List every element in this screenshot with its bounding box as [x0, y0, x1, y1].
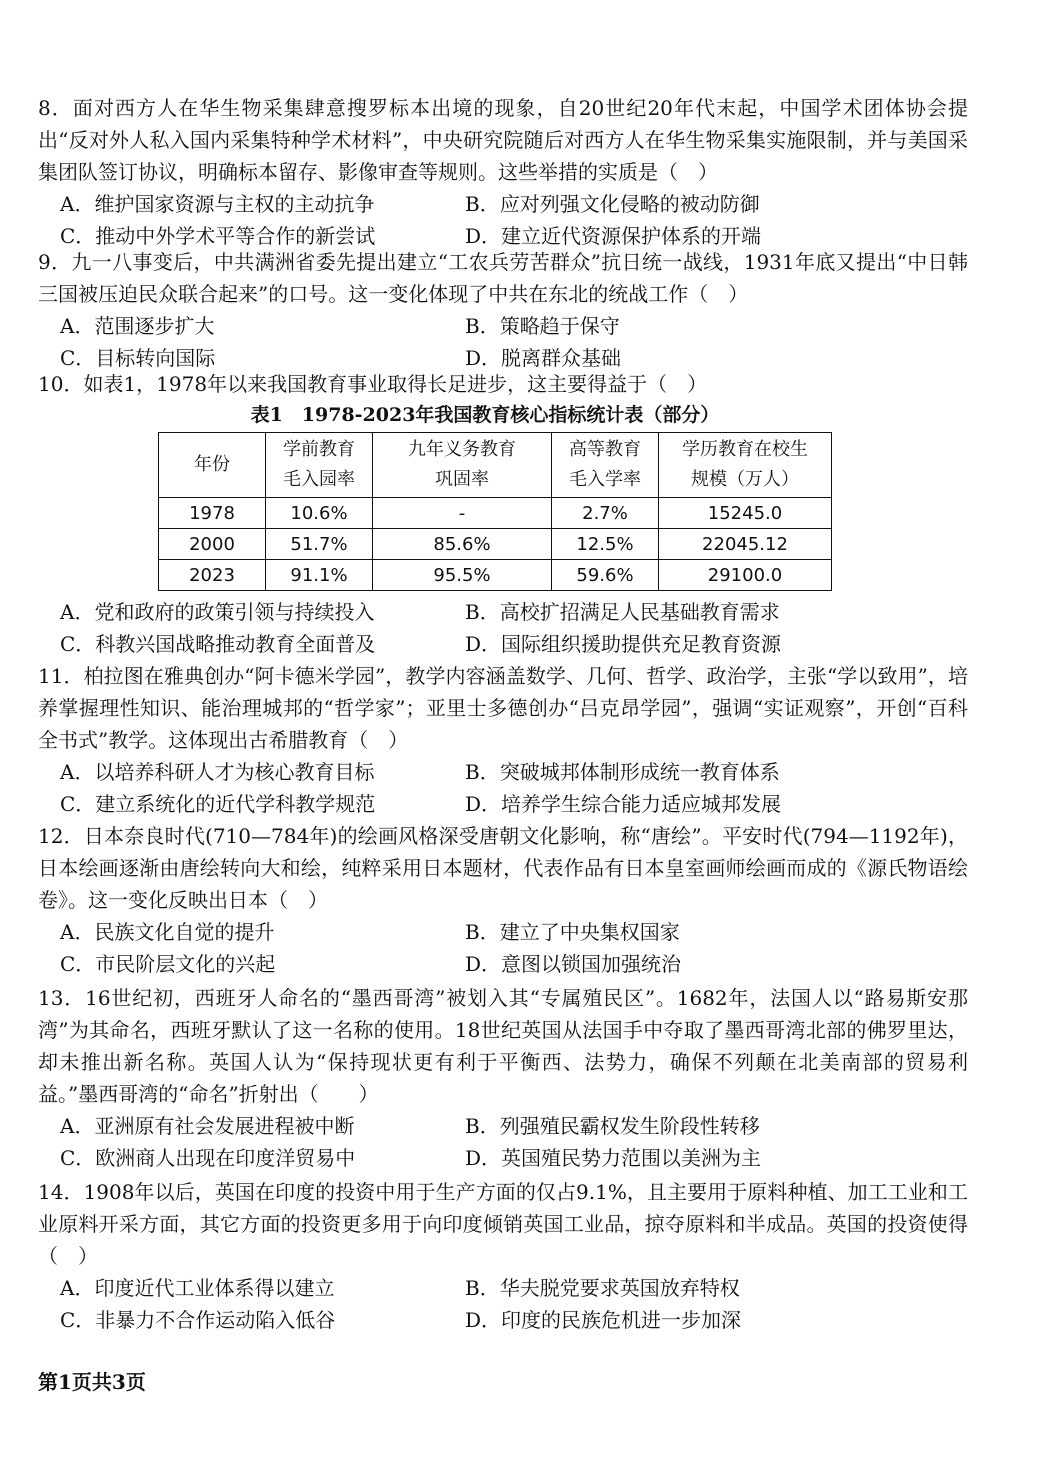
table-cell: 95.5%	[373, 560, 552, 591]
option-a: A．亚洲原有社会发展进程被中断	[60, 1114, 355, 1138]
option-d: D．意图以锁国加强统治	[465, 952, 682, 976]
page-number: 第1页共3页	[38, 1370, 146, 1394]
option-c: C．目标转向国际	[60, 346, 216, 370]
option-b: B．华夫脱党要求英国放弃特权	[465, 1276, 740, 1300]
table-cell: 29100.0	[659, 560, 832, 591]
question-stem: 11．柏拉图在雅典创办“阿卡德米学园”，教学内容涵盖数学、几何、哲学、政治学，主张“学以致用”，培养掌握理性知识、能治理城邦的“哲学家”；亚里士多德创办“吕克昂学园”，强调“实证观察”，开创“百科全书式”教学。这体现出古希腊教育（ ）	[38, 664, 968, 752]
option-c: C．欧洲商人出现在印度洋贸易中	[60, 1146, 356, 1170]
table-caption: 表1 1978-2023年我国教育核心指标统计表（部分）	[250, 404, 720, 426]
question-stem: 12．日本奈良时代(710—784年)的绘画风格深受唐朝文化影响，称“唐绘”。平安时代(794—1192年)，日本绘画逐渐由唐绘转向大和绘，纯粹采用日本题材，代表作品有日本皇室画师绘画而成的《源氏物语绘卷》。这一变化反映出日本（ ）	[38, 824, 968, 912]
option-b: B．建立了中央集权国家	[465, 920, 680, 944]
header-higher: 高等教育 毛入学率	[552, 433, 659, 498]
table-cell: 15245.0	[659, 498, 832, 529]
options	[60, 1110, 968, 1174]
question-11	[38, 660, 968, 820]
options	[60, 1272, 968, 1336]
education-table	[158, 432, 832, 591]
option-a: A．范围逐步扩大	[60, 314, 215, 338]
header-compulsory: 九年义务教育 巩固率	[373, 433, 552, 498]
table-cell: -	[373, 498, 552, 529]
option-d: D．建立近代资源保护体系的开端	[465, 224, 762, 248]
header-year: 年份	[159, 433, 266, 498]
question-stem: 14．1908年以后，英国在印度的投资中用于生产方面的仅占9.1%，且主要用于原料种植、加工工业和工业原料开采方面，其它方面的投资更多用于向印度倾销英国工业品，掠夺原料和半成品。英国的投资使得（ ）	[38, 1180, 968, 1268]
question-stem: 9．九一八事变后，中共满洲省委先提出建立“工农兵劳苦群众”抗日统一战线，1931年底又提出“中日韩三国被压迫民众联合起来”的口号。这一变化体现了中共在东北的统战工作（ ）	[38, 250, 968, 306]
question-stem: 8．面对西方人在华生物采集肆意搜罗标本出境的现象，自20世纪20年代末起，中国学术团体协会提出“反对外人私入国内采集特种学术材料”，中央研究院随后对西方人在华生物采集实施限制，并与美国采集团队签订协议，明确标本留存、影像审查等规则。这些举措的实质是（ ）	[38, 96, 968, 184]
question-8	[38, 92, 968, 252]
option-c: C．建立系统化的近代学科教学规范	[60, 792, 376, 816]
option-d: D．印度的民族危机进一步加深	[465, 1308, 742, 1332]
question-14	[38, 1176, 968, 1336]
option-d: D．脱离群众基础	[465, 346, 622, 370]
table-cell: 10.6%	[266, 498, 373, 529]
options	[60, 188, 968, 252]
option-b: B．列强殖民霸权发生阶段性转移	[465, 1114, 760, 1138]
option-c: C．市民阶层文化的兴起	[60, 952, 276, 976]
option-b: B．策略趋于保守	[465, 314, 620, 338]
table-cell: 85.6%	[373, 529, 552, 560]
table-cell: 59.6%	[552, 560, 659, 591]
option-d: D．培养学生综合能力适应城邦发展	[465, 792, 782, 816]
table-row	[159, 560, 832, 591]
table-cell: 2.7%	[552, 498, 659, 529]
question-10	[38, 368, 968, 400]
option-a: A．维护国家资源与主权的主动抗争	[60, 192, 375, 216]
question-stem: 10．如表1，1978年以来我国教育事业取得长足进步，这主要得益于（ ）	[38, 372, 708, 396]
header-preschool: 学前教育 毛入园率	[266, 433, 373, 498]
table-header-row	[159, 433, 832, 498]
table-row	[159, 498, 832, 529]
table-cell: 1978	[159, 498, 266, 529]
options	[60, 756, 968, 820]
option-a: A．党和政府的政策引领与持续投入	[60, 600, 375, 624]
table-row	[159, 529, 832, 560]
question-10-options	[38, 596, 968, 660]
option-c: C．推动中外学术平等合作的新尝试	[60, 224, 376, 248]
header-enrollment: 学历教育在校生 规模（万人）	[659, 433, 832, 498]
option-b: B．突破城邦体制形成统一教育体系	[465, 760, 780, 784]
table-cell: 12.5%	[552, 529, 659, 560]
option-d: D．英国殖民势力范围以美洲为主	[465, 1146, 762, 1170]
options	[60, 596, 968, 660]
option-c: C．科教兴国战略推动教育全面普及	[60, 632, 376, 656]
option-a: A．印度近代工业体系得以建立	[60, 1276, 335, 1300]
table-cell: 2000	[159, 529, 266, 560]
table-cell: 91.1%	[266, 560, 373, 591]
option-a: A．民族文化自觉的提升	[60, 920, 275, 944]
table-cell: 51.7%	[266, 529, 373, 560]
table-cell: 22045.12	[659, 529, 832, 560]
question-9	[38, 246, 968, 374]
option-c: C．非暴力不合作运动陷入低谷	[60, 1308, 336, 1332]
question-12	[38, 820, 968, 980]
option-d: D．国际组织援助提供充足教育资源	[465, 632, 782, 656]
question-stem: 13．16世纪初，西班牙人命名的“墨西哥湾”被划入其“专属殖民区”。1682年，法国人以“路易斯安那湾”为其命名，西班牙默认了这一名称的使用。18世纪英国从法国手中夺取了墨西哥湾北部的佛罗里达，却未推出新名称。英国人认为“保持现状更有利于平衡西、法势力，确保不列颠在北美南部的贸易利益。”墨西哥湾的“命名”折射出（ ）	[38, 986, 968, 1106]
question-13	[38, 982, 968, 1174]
option-b: B．高校扩招满足人民基础教育需求	[465, 600, 780, 624]
table-cell: 2023	[159, 560, 266, 591]
option-a: A．以培养科研人才为核心教育目标	[60, 760, 375, 784]
options	[60, 916, 968, 980]
option-b: B．应对列强文化侵略的被动防御	[465, 192, 760, 216]
options	[60, 310, 968, 374]
